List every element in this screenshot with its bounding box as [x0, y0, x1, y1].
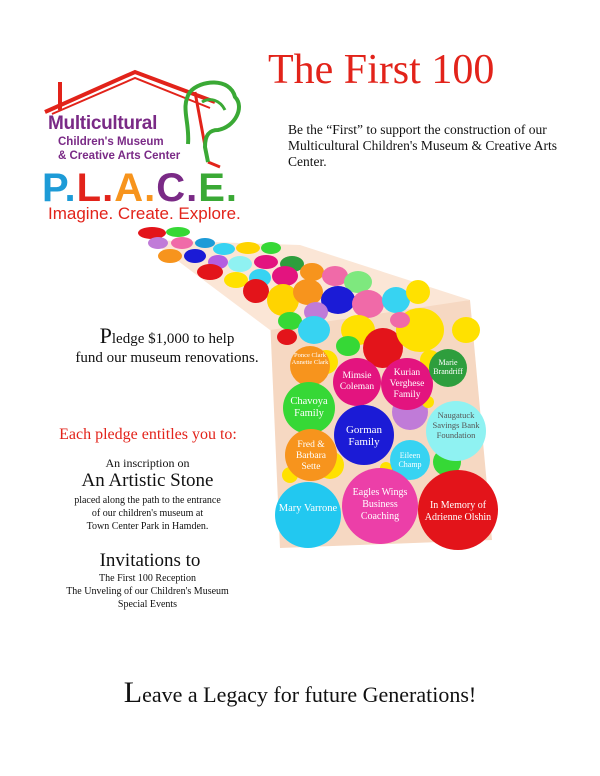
legacy-text: eave a Legacy for future Generations!: [142, 682, 477, 707]
stone-label-clark: Ponce Clark Annette Clark: [291, 352, 329, 366]
place-letter-c: C.: [156, 166, 199, 210]
stone-label-sette: Fred & Barbara Sette: [295, 440, 327, 472]
pledge-text: [42, 323, 292, 368]
stone-label-olshin: In Memory of Adrienne Olshin: [424, 500, 492, 523]
stone-label-brandriff: Marie Brandriff: [433, 358, 463, 376]
invitation-item: Special Events: [117, 599, 178, 610]
stone-label-naugatuck: Naugatuck Savings Bank Foundation: [432, 410, 480, 440]
inscription-intro: An inscription on: [105, 456, 190, 470]
legacy-slogan: [0, 676, 600, 710]
artistic-stone-description: [35, 494, 260, 533]
invitation-item: The Unveling of our Children's Museum: [66, 586, 229, 597]
stone-label-eagles: Eagles Wings Business Coaching: [352, 487, 408, 522]
logo-tagline: Imagine. Create. Explore.: [48, 204, 241, 223]
logo-name-line1: Multicultural: [48, 113, 158, 134]
stone-desc-line3: Town Center Park in Hamden.: [86, 521, 209, 532]
stone-circle: [275, 482, 341, 548]
place-letter-l: L.: [76, 166, 115, 210]
artistic-stone-heading: An Artistic Stone: [81, 470, 214, 491]
place-letter-a: A.: [114, 166, 157, 210]
stone-desc-line2: of our children's museum at: [91, 508, 204, 519]
legacy-initial: L: [123, 676, 143, 709]
place-letter-e: E.: [198, 166, 238, 210]
pledge-line1: ledge $1,000 to help: [111, 331, 235, 347]
stone-label-chavoya: Chavoya Family: [290, 396, 328, 419]
invitation-item: The First 100 Reception: [99, 573, 196, 584]
stone-label-coleman: Mimsie Coleman: [339, 371, 375, 392]
logo-name-line2: Children's Museum: [58, 136, 164, 148]
invitations-heading: Invitations to: [99, 550, 201, 571]
stone-desc-line1: placed along the path to the entrance: [74, 495, 221, 506]
logo-name-line3: & Creative Arts Center: [58, 150, 181, 162]
entitles-heading: Each pledge entitles you to:: [59, 426, 237, 443]
stone-label-champ: Eileen Champ: [398, 451, 422, 469]
place-letter-p: P.: [42, 166, 77, 210]
stone-label-verghese: Kurian Verghese Family: [389, 368, 425, 400]
pledge-initial: P: [99, 323, 112, 348]
stone-label-varrone: Mary Varrone: [278, 503, 338, 514]
invitations-list: [20, 572, 275, 611]
page-title: The First 100: [268, 47, 495, 93]
intro-text: Be the “First” to support the construction of our Multicultural Children's Museum & Creative Arts Center.: [288, 122, 558, 169]
pledge-line2: fund our museum renovations.: [75, 350, 259, 366]
stone-label-gorman: Gorman Family: [345, 424, 383, 448]
